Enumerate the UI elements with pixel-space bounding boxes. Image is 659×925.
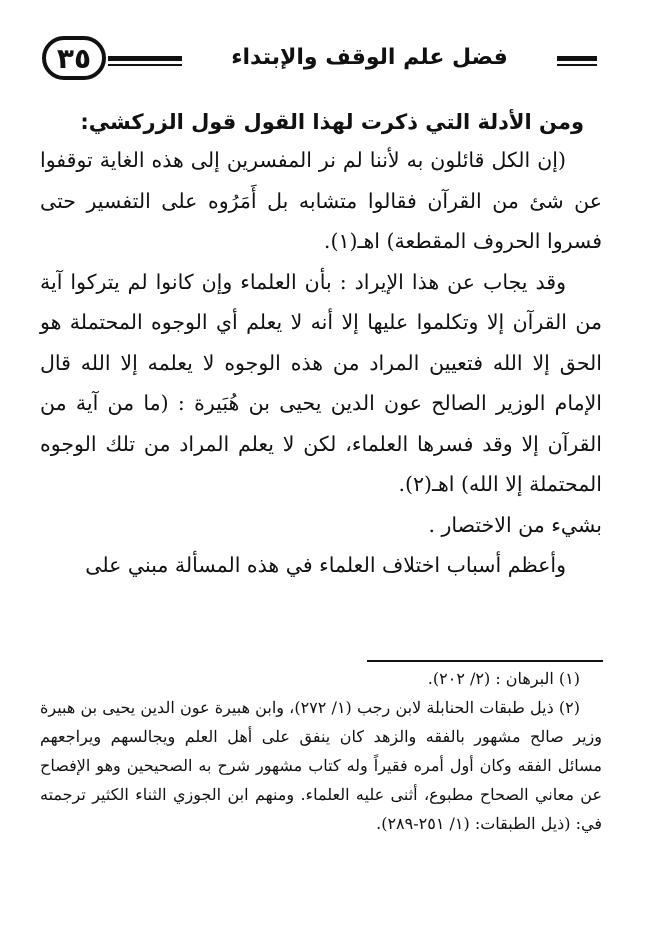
footnote-separator — [367, 660, 603, 662]
paragraph-response-tail: بشيء من الاختصار . — [428, 512, 602, 537]
page-number-text: ٣٥ — [56, 41, 92, 75]
paragraph-response: وقد يجاب عن هذا الإيراد : بأن العلماء وإن كانوا لم يتركوا آية من القرآن إلا وتكلموا عليها إلا أنه لا يعلم أي الوجوه المحتملة هو الحق إلا الله فتعيين المراد من هذه الوجوه لا يعلمه إلا الله قال الإمام الوزير الصالح عون الدين يحيى بن هُبَيرة : (ما من آية من القرآن إلا وقد فسرها العلماء، لكن لا يعلم المراد من تلك الوجوه المحتملة إلا الله) اهـ(٢). — [40, 269, 602, 496]
paragraph-quote-zarkashi: (إن الكل قائلون به لأننا لم نر المفسرين إلى هذه الغاية توقفوا عن شئ من القرآن فقالوا متشابه بل أَمَرُوه على التفسير حتى فسروا الحروف المقطعة) اهـ(١). — [40, 148, 602, 253]
footnote-2: (٢) ذيل طبقات الحنابلة لابن رجب (١/ ٢٧٢)، وابن هبيرة عون الدين يحيى بن هبيرة وزير صالح مشهور بالفقه والزهد كان ينفق على أهل العلم ويجالسهم ويراجعهم مسائل الفقه وكان أول أمره فقيراً وله كتاب مشهور شرح به الصحيحين وهو الإفصاح عن معاني الصحاح مطبوع، أثنى عليه العلماء. ومنهم ابن الجوزي الثناء الكثير ترجمته في: (ذيل الطبقات: (١/ ٢٥١-٢٨٩). — [40, 698, 603, 833]
running-title — [182, 40, 557, 76]
footnotes — [40, 664, 602, 838]
running-title-text: فضل علم الوقف والإبتداء — [221, 45, 518, 70]
section-subheading: ومن الأدلة التي ذكرت لهذا القول قول الزركشي: — [80, 110, 584, 134]
page-body — [40, 104, 602, 586]
paragraph-causes: وأعظم أسباب اختلاف العلماء في هذه المسألة مبني على — [85, 553, 566, 577]
footnote-1: (١) البرهان : (٢/ ٢٠٢). — [427, 669, 580, 688]
page-number — [42, 36, 106, 80]
page-header — [42, 36, 597, 86]
